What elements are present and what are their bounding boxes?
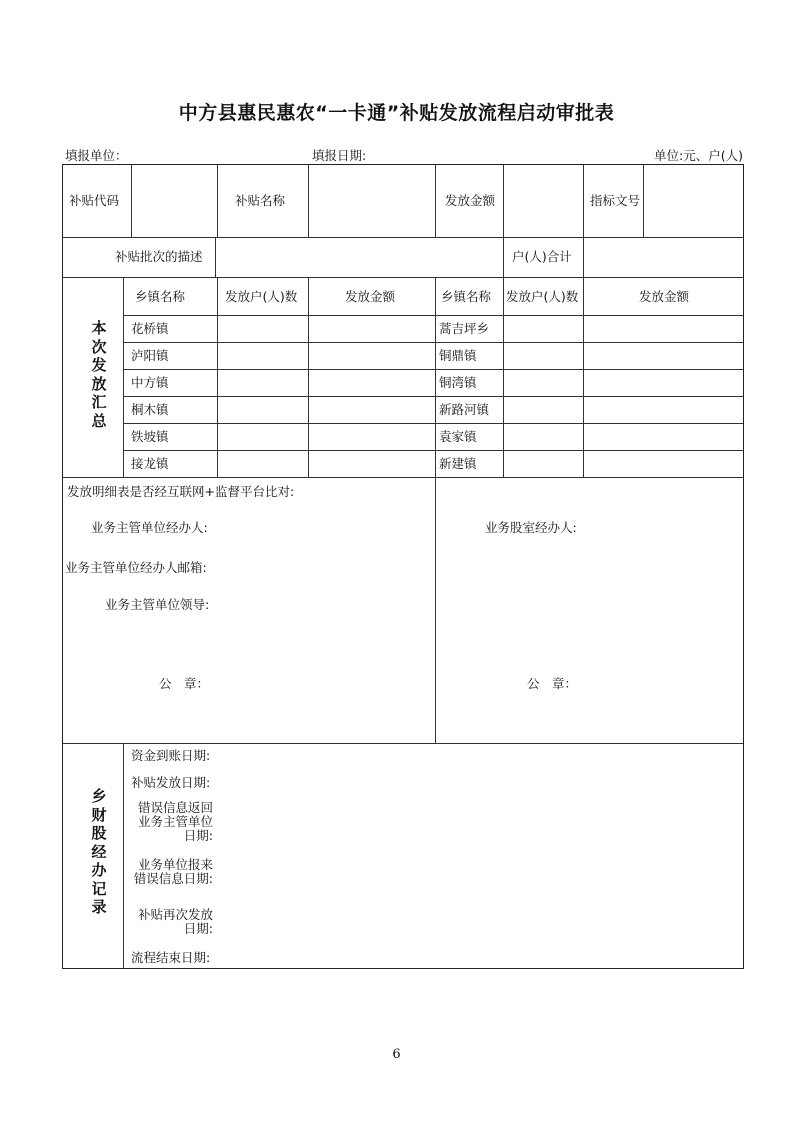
records-side-label: 乡财股经办记录 bbox=[91, 787, 107, 916]
row-divider bbox=[123, 396, 743, 397]
col-header-town: 乡镇名称 bbox=[135, 289, 186, 304]
record-item: 流程结束日期: bbox=[131, 950, 211, 965]
page-number: 6 bbox=[392, 1047, 401, 1062]
subsidy-code-label: 补贴代码 bbox=[69, 193, 120, 208]
leader-label: 业务主管单位领导: bbox=[105, 597, 210, 612]
record-item: 业务单位报来错误信息日期: bbox=[133, 857, 213, 886]
col-divider bbox=[503, 277, 504, 477]
subsidy-name-label: 补贴名称 bbox=[235, 193, 286, 208]
row-divider bbox=[63, 477, 743, 478]
seal-label-right: 公 章： bbox=[527, 676, 578, 691]
handler-email-label: 业务主管单位经办人邮箱: bbox=[65, 560, 207, 575]
col-header-town: 乡镇名称 bbox=[441, 289, 492, 304]
col-divider bbox=[308, 277, 309, 477]
issue-amount-label: 发放金额 bbox=[445, 193, 496, 208]
col-header-households: 发放户(人)数 bbox=[225, 289, 298, 304]
col-divider bbox=[435, 477, 436, 743]
town-name: 铁坡镇 bbox=[131, 429, 169, 444]
row-divider bbox=[123, 315, 743, 316]
units-note: 单位:元、户(人) bbox=[654, 148, 743, 163]
col-header-amount: 发放金额 bbox=[639, 289, 690, 304]
document-number-label: 指标文号 bbox=[590, 193, 641, 208]
handler-label: 业务主管单位经办人: bbox=[91, 520, 208, 535]
row-divider bbox=[63, 237, 743, 238]
record-item: 补贴发放日期: bbox=[131, 775, 211, 790]
col-divider bbox=[643, 165, 644, 237]
households-total-label: 户(人)合计 bbox=[512, 249, 572, 264]
col-divider bbox=[503, 237, 504, 277]
row-divider bbox=[123, 369, 743, 370]
row-divider bbox=[123, 450, 743, 451]
record-item: 补贴再次发放日期: bbox=[137, 907, 213, 936]
town-name: 铜鼎镇 bbox=[439, 348, 477, 363]
town-name: 铜湾镇 bbox=[439, 375, 477, 390]
town-name: 桐木镇 bbox=[131, 402, 169, 417]
summary-side-label: 本次发放汇总 bbox=[91, 319, 107, 430]
col-divider bbox=[308, 165, 309, 237]
col-header-households: 发放户(人)数 bbox=[506, 289, 579, 304]
row-divider bbox=[123, 423, 743, 424]
town-name: 新建镇 bbox=[439, 456, 477, 471]
reporting-unit-label: 填报单位： bbox=[65, 148, 128, 163]
col-divider bbox=[435, 277, 436, 477]
col-divider bbox=[123, 277, 124, 477]
town-name: 中方镇 bbox=[131, 375, 169, 390]
col-divider bbox=[123, 743, 124, 968]
office-handler-label: 业务股室经办人: bbox=[485, 520, 577, 535]
col-divider bbox=[583, 237, 584, 277]
col-divider bbox=[583, 165, 584, 237]
col-divider bbox=[215, 237, 216, 277]
town-name: 蒿吉坪乡 bbox=[439, 321, 490, 336]
platform-compare-label: 发放明细表是否经互联网+监督平台比对: bbox=[67, 484, 295, 499]
row-divider bbox=[63, 743, 743, 744]
col-divider bbox=[217, 165, 218, 237]
col-header-amount: 发放金额 bbox=[345, 289, 396, 304]
approval-form-table bbox=[62, 164, 744, 969]
batch-description-label: 补贴批次的描述 bbox=[115, 249, 203, 264]
col-divider bbox=[583, 277, 584, 477]
town-name: 接龙镇 bbox=[131, 456, 169, 471]
col-divider bbox=[131, 165, 132, 237]
town-name: 花桥镇 bbox=[131, 321, 169, 336]
reporting-date-label: 填报日期: bbox=[312, 148, 367, 163]
col-divider bbox=[435, 165, 436, 237]
record-item: 错误信息返回业务主管单位日期: bbox=[137, 800, 213, 843]
page-title: 中方县惠民惠农“一卡通”补贴发放流程启动审批表 bbox=[178, 102, 615, 124]
town-name: 袁家镇 bbox=[439, 429, 477, 444]
row-divider bbox=[63, 277, 743, 278]
col-divider bbox=[217, 277, 218, 477]
row-divider bbox=[123, 342, 743, 343]
town-name: 新路河镇 bbox=[439, 402, 490, 417]
town-name: 泸阳镇 bbox=[131, 348, 169, 363]
seal-label-left: 公 章： bbox=[159, 676, 210, 691]
col-divider bbox=[503, 165, 504, 237]
record-item: 资金到账日期: bbox=[131, 748, 211, 763]
